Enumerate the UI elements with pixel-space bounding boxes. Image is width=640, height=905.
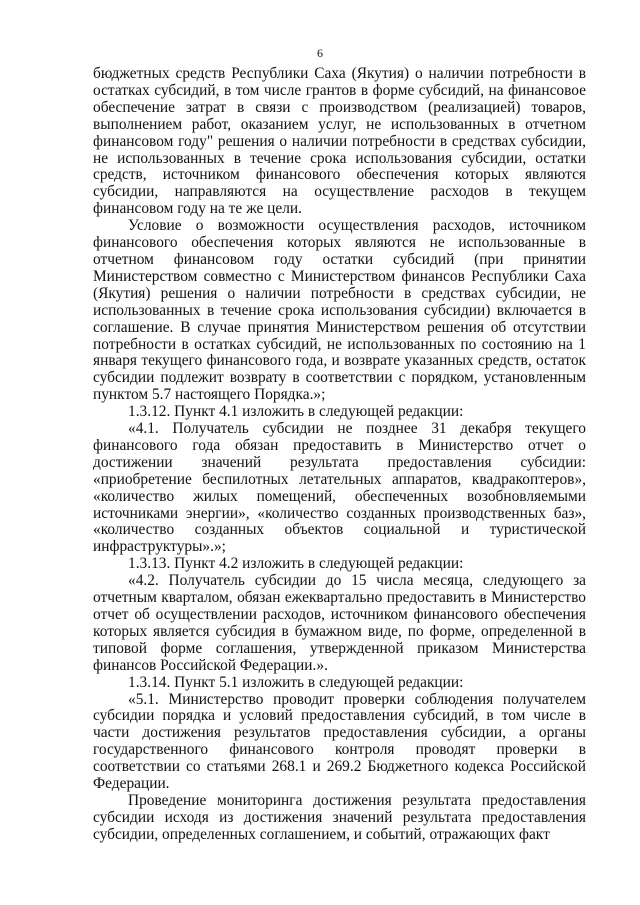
paragraph-item-1-3-12: 1.3.12. Пункт 4.1 изложить в следующей редакции: (128, 403, 464, 421)
paragraph-item-1-3-14: 1.3.14. Пункт 5.1 изложить в следующей редакции: (128, 673, 464, 691)
paragraph-continuation: бюджетных средств Республики Саха (Якутия) о наличии потребности в остатках субсидий, в том числе грантов в форме субсидий, на финансовое обеспечение затрат в связи с производством (реализацией) товаров, выполнением работ, оказанием услуг, не использованных в отчетном финансовом году" решения о наличии потребности в средствах субсидии, не использованных в течение срока использования субсидии, остатки средств, источником финансового обеспечения которых являются субсидии, направляются на осуществление расходов в текущем финансовом году на те же цели. (93, 65, 586, 218)
page-number: 6 (317, 46, 323, 60)
paragraph-point-4-2: «4.2. Получатель субсидии до 15 числа месяца, следующего за отчетным кварталом, обязан ежеквартально предоставить в Министерство отчет об осуществлении расходов, источником финансового обеспечения которых является субсидия в бумажном виде, по форме, определенной в типовой форме соглашения, утвержденной приказом Министерства финансов Российской Федерации.». (93, 572, 586, 674)
paragraph-item-1-3-13: 1.3.13. Пункт 4.2 изложить в следующей редакции: (128, 555, 464, 573)
document-body (93, 66, 586, 844)
paragraph-condition: Условие о возможности осуществления расходов, источником финансового обеспечения которых являются не использованные в отчетном финансовом году остатки субсидий (при принятии Министерством совместно с Министерством финансов Республики Саха (Якутия) решения о наличии потребности в средствах субсидии, не использованных в течение срока использования субсидии) включается в соглашение. В случае принятия Министерством решения об отсутствии потребности в остатках субсидий, не использованных по состоянию на 1 января текущего финансового года, и возврате указанных средств, остаток субсидии подлежит возврату в соответствии с порядком, установленным пунктом 5.7 настоящего Порядка.»; (93, 217, 586, 404)
paragraph-point-4-1: «4.1. Получатель субсидии не позднее 31 декабря текущего финансового года обязан предоставить в Министерство отчет о достижении значений результата предоставления субсидии: «приобретение беспилотных летательных аппаратов, квадракоптеров», «количество жилых помещений, обеспеченных возобновляемыми источниками энергии», «количество созданных производственных баз», «количество созданных объектов социальной и туристической инфраструктуры».»; (93, 420, 586, 556)
paragraph-monitoring: Проведение мониторинга достижения результата предоставления субсидии исходя из достижения значений результата предоставления субсидии, определенных соглашением, и событий, отражающих факт (93, 791, 586, 843)
paragraph-point-5-1: «5.1. Министерство проводит проверки соблюдения получателем субсидии порядка и условий предоставления субсидий, в том числе в части достижения результатов предоставления субсидии, а органы государственного финансового контроля проводят проверки в соответствии со статьями 268.1 и 269.2 Бюджетного кодекса Российской Федерации. (93, 690, 586, 793)
